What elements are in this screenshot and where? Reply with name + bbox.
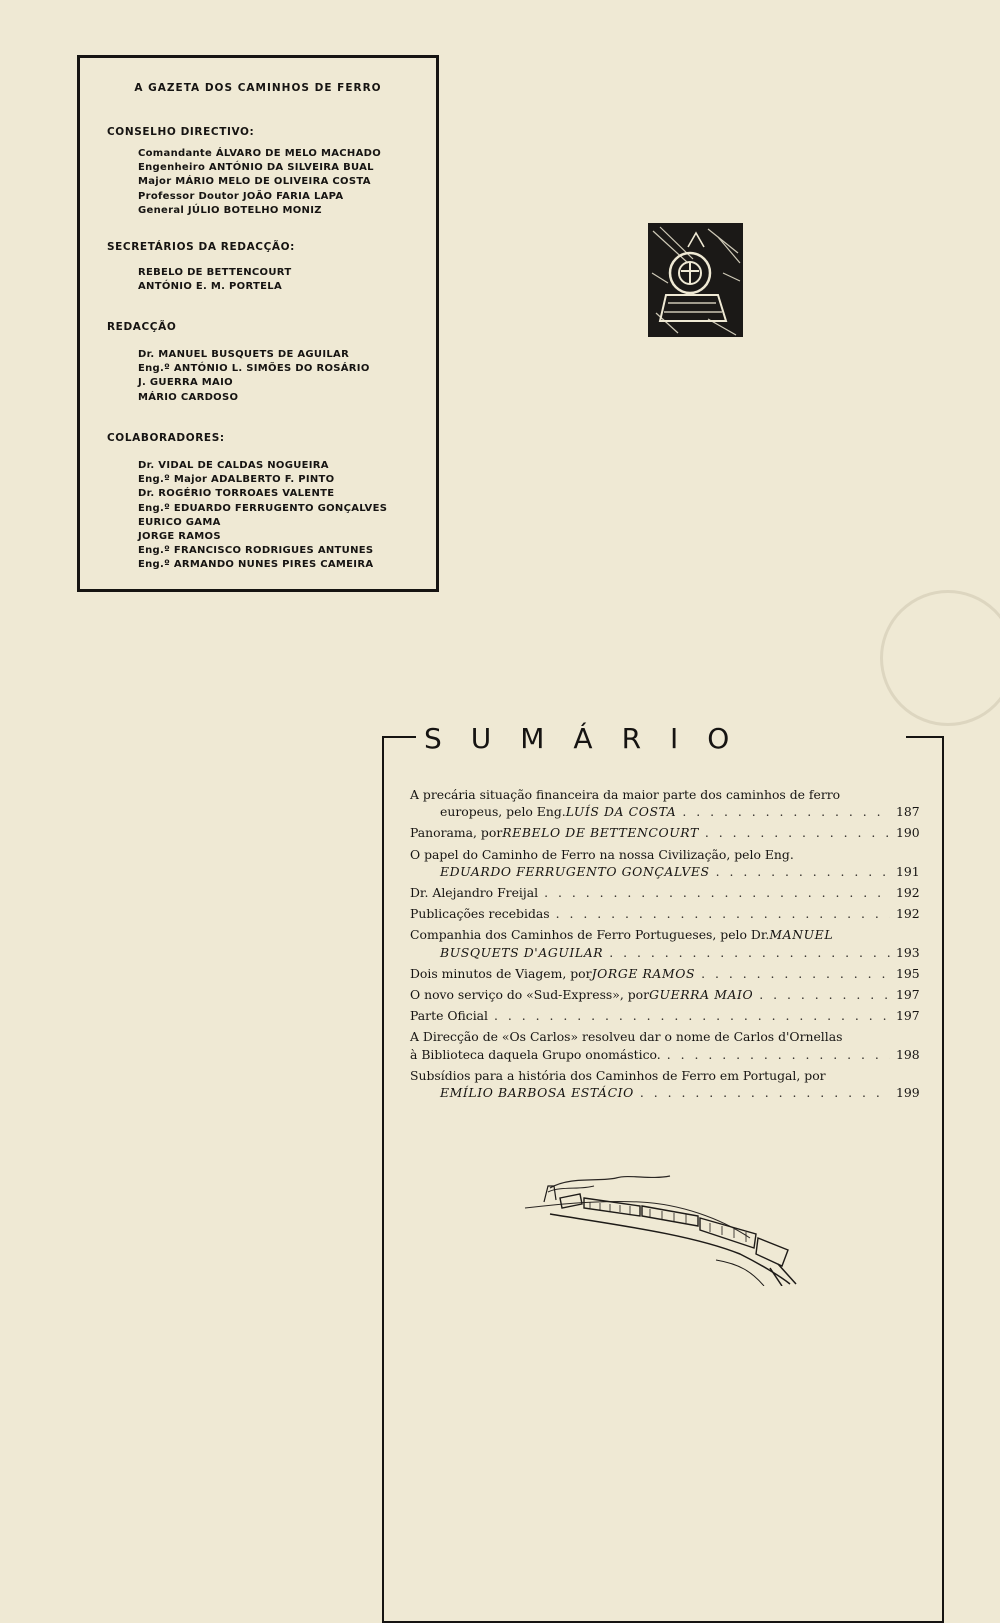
toc-entry-text: Publicações recebidas [410,906,550,922]
toc-entry [410,926,918,960]
toc-entry-author: BUSQUETS D'AGUILAR [440,944,604,960]
colaborador-member: Eng.º EDUARDO FERRUGENTO GONÇALVES [138,502,388,514]
colaboradores-list [138,459,387,573]
toc-entry-page: 198 [896,1046,920,1062]
colaboradores-heading: COLABORADORES: [107,432,225,444]
leader-dots [544,884,890,901]
toc-entry-author: MANUEL [769,927,834,943]
secretarios-heading: SECRETÁRIOS DA REDACÇÃO: [107,241,295,253]
leader-dots [701,965,890,982]
train-illustration-image [520,1168,810,1286]
toc-entry [410,986,918,1003]
leader-dots [640,1084,890,1101]
leader-dots [667,1046,890,1063]
toc-entry-author: EDUARDO FERRUGENTO GONÇALVES [440,863,710,879]
toc-entry [410,1028,918,1062]
redaccao-member: MÁRIO CARDOSO [138,391,239,403]
leader-dots [682,803,890,820]
toc-entry [410,965,918,982]
secretarios-list [138,266,291,294]
redaccao-member: Dr. MANUEL BUSQUETS DE AGUILAR [138,349,350,360]
secretario-member: ANTÓNIO E. M. PORTELA [138,281,282,293]
toc-entry-page: 187 [896,804,920,820]
toc-entry-page: 197 [896,987,920,1003]
redaccao-member: J. GUERRA MAIO [138,377,233,389]
conselho-member: Comandante ÁLVARO DE MELO MACHADO [138,148,382,159]
toc-entry-text: O papel do Caminho de Ferro na nossa Civilização, pelo Eng. [410,846,794,862]
sumario-title: SUMÁRIO [424,722,759,755]
locomotive-engraving-image [648,223,743,337]
colaborador-member: Dr. ROGÉRIO TORROAES VALENTE [138,488,335,500]
colaborador-member: JORGE RAMOS [138,530,221,542]
conselho-heading: CONSELHO DIRECTIVO: [107,126,255,138]
show-through-stamp [880,590,1000,726]
toc-entry-text: A Direcção de «Os Carlos» resolveu dar o nome de Carlos d'Ornellas [410,1029,843,1045]
leader-dots [705,824,890,841]
secretario-member: REBELO DE BETTENCOURT [138,267,292,278]
colaborador-member: Eng.º FRANCISCO RODRIGUES ANTUNES [138,545,374,557]
toc-entry-page: 190 [896,825,920,841]
toc-entry [410,1007,918,1024]
colaborador-member: Eng.º ARMANDO NUNES PIRES CAMEIRA [138,559,374,571]
toc-entry-page: 199 [896,1085,920,1101]
toc-entry-text: Subsídios para a história dos Caminhos de Ferro em Portugal, por [410,1067,826,1083]
toc-entry-page: 195 [896,965,920,981]
conselho-member: Major MÁRIO MELO DE OLIVEIRA COSTA [138,176,371,188]
toc-entry [410,786,918,820]
toc-entry-text: europeus, pelo Eng. [440,804,566,820]
toc-entry-page: 193 [896,944,920,960]
toc-entry-author: EMÍLIO BARBOSA ESTÁCIO [440,1085,634,1101]
toc-entry-text: à Biblioteca daquela Grupo onomástico. [410,1046,661,1062]
conselho-list [138,147,381,218]
sumario-list [410,786,918,1105]
toc-entry-text: A precária situação financeira da maior parte dos caminhos de ferro [410,787,841,802]
toc-entry [410,1067,918,1101]
redaccao-list [138,348,370,405]
toc-entry-page: 191 [896,863,920,879]
toc-entry-author: LUÍS DA COSTA [565,804,677,820]
leader-dots [556,905,890,922]
toc-entry-text: Dois minutos de Viagem, por [410,965,592,981]
toc-entry-text: Dr. Alejandro Freijal [410,885,539,901]
redaccao-member: Eng.º ANTÓNIO L. SIMÕES DO ROSÁRIO [138,363,370,375]
leader-dots [716,863,890,880]
leader-dots [759,986,890,1003]
leader-dots [609,944,890,961]
colaborador-member: EURICO GAMA [138,516,221,528]
toc-entry-page: 192 [896,906,920,922]
masthead: A GAZETA DOS CAMINHOS DE FERRO [134,82,382,94]
toc-entry [410,905,918,922]
conselho-member: Professor Doutor JOÃO FARIA LAPA [138,190,344,202]
colaborador-member: Dr. VIDAL DE CALDAS NOGUEIRA [138,460,329,471]
toc-entry-text: Parte Oficial [410,1008,489,1024]
toc-entry [410,884,918,901]
toc-entry [410,846,918,880]
redaccao-heading: REDACÇÃO [107,321,177,333]
toc-entry-page: 192 [896,885,920,901]
toc-entry-text: O novo serviço do «Sud-Express», por [410,987,650,1003]
colaborador-member: Eng.º Major ADALBERTO F. PINTO [138,474,335,486]
toc-entry-text: Panorama, por [410,825,503,841]
conselho-member: General JÚLIO BOTELHO MONIZ [138,204,322,216]
toc-entry-page: 197 [896,1008,920,1024]
conselho-member: Engenheiro ANTÓNIO DA SILVEIRA BUAL [138,162,374,174]
toc-entry-text: Companhia dos Caminhos de Ferro Portugueses, pelo Dr. [410,927,770,943]
leader-dots [494,1007,890,1024]
toc-entry-author: GUERRA MAIO [649,987,754,1003]
toc-entry [410,824,918,841]
toc-entry-author: JORGE RAMOS [591,965,696,981]
toc-entry-author: REBELO DE BETTENCOURT [502,825,699,841]
editorial-board-box [77,55,439,592]
